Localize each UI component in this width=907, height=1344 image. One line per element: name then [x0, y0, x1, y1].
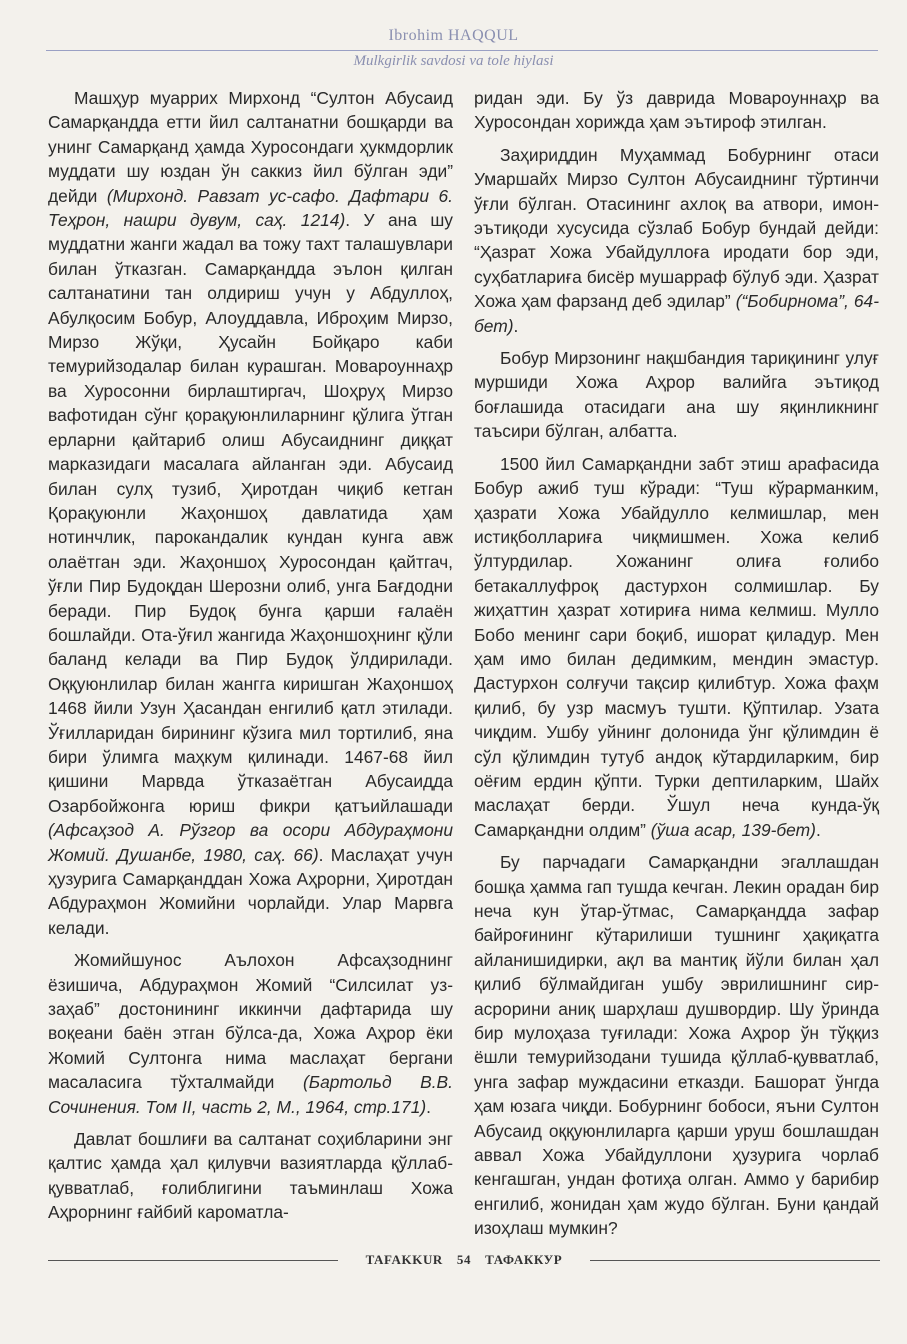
- journal-name-cyrillic: ТАФАККУР: [485, 1252, 563, 1267]
- left-paragraph-2: Жомийшунос Аълохон Афсаҳзоднинг ёзишича, Абдураҳмон Жомий “Силсилат уз-заҳаб” достонининг иккинчи дафтарида шу воқеани баён этган бўлса-да, Хожа Аҳрор ёки Жомий Султонга нима маслаҳат бергани масаласига тўхталмайди (Бартольд В.В. Сочинения. Том II, часть 2, М., 1964, стр.171).: [48, 950, 453, 1117]
- left-paragraph-3: Давлат бошлиғи ва салтанат соҳибларини энг қалтис ҳамда ҳал қилувчи вазиятларда қўллаб-қувватлаб, ғолиблигини таъминлаш Хожа Аҳрорнинг ғайбий кароматла-: [48, 1129, 453, 1223]
- right-column: [474, 86, 879, 1241]
- footer-rule-left: [48, 1260, 338, 1261]
- right-paragraph-1: ридан эди. Бу ўз даврида Мовароуннаҳр ва Хуросондан хорижда ҳам эътироф этилган.: [474, 88, 879, 133]
- journal-name-latin: TAFAKKUR: [365, 1252, 443, 1267]
- header-divider: [46, 50, 878, 51]
- page-footer: [0, 1250, 907, 1270]
- citation: (“Бобирнома”, 64-бет): [474, 291, 879, 336]
- header-author: Ibrohim HAQQUL: [388, 27, 519, 44]
- citation: (Бартольд В.В. Сочинения. Том II, часть 2, М., 1964, стр.171): [48, 1072, 453, 1117]
- footer-label: [340, 1250, 588, 1270]
- right-paragraph-2: Заҳириддин Муҳаммад Бобурнинг отаси Умаршайх Мирзо Султон Абусаиднинг тўртинчи ўғли бўлган. Отасининг ахлоқ ва атвори, имон-эътиқоди хусусида сўзлаб Бобур бундай дейди: “Ҳазрат Хожа Убайдуллоға иродати бор эди, суҳбатлариға бисёр мушарраф бўлуб эди. Ҳазрат Хожа ҳам фарзанд деб эдилар” (“Бобирнома”, 64-бет).: [474, 144, 879, 336]
- right-paragraph-5: Бу парчадаги Самарқандни эгаллашдан бошқа ҳамма гап тушда кечган. Лекин орадан бир неча кун ўтар-ўтмас, Самарқандда зафар байроғининг кўтарилиши тушнинг ҳақиқатга айланишидирки, ақл ва мантиқ йўли билан ҳал қилиб бўлмайдиган ушбу эврилишнинг сир-асрорини аниқ шарҳлаш душвордир. Шу ўринда бир мулоҳаза туғилади: Хожа Аҳрор ўн тўққиз ёшли темурийзодани тушида қўллаб-қувватлаб, унга зафар муждасини етказди. Башорат ўнгда ҳам юзага чиқди. Бобурнинг бобоси, яъни Султон Абусаид оққуюнлиларга қарши уруш бошлашдан аввал Хожа Убайдуллони ҳузурига чорлаб кенгашган, ундан фотиҳа олган. Аммо у барибир енгилиб, жонидан ҳам жудо бўлган. Буни қандай изоҳлаш мумкин?: [474, 852, 879, 1239]
- header-subtitle: Mulkgirlik savdosi va tole hiylasi: [353, 53, 554, 69]
- footer-rule-right: [590, 1260, 880, 1261]
- citation: (Афсаҳзод А. Рўзгор ва осори Абдураҳмони Жомий. Душанбе, 1980, саҳ. 66): [48, 820, 453, 865]
- page-number: 54: [456, 1252, 472, 1267]
- running-header: [0, 26, 907, 46]
- right-paragraph-3: Бобур Мирзонинг нақшбандия тариқининг улуғ муршиди Хожа Аҳрор валийга эътиқод боғлашида отасидаги ана шу яқинликнинг таъсири бўлган, албатта.: [474, 348, 879, 442]
- right-paragraph-4: 1500 йил Самарқандни забт этиш арафасида Бобур ажиб туш кўради: “Туш кўрарманким, ҳазрати Хожа Убайдулло келмишлар, мен истиқболлариға чиқмишмен. Хожа келиб ўлтурдилар. Хожанинг олиға ғолибо бетакаллуфроқ дастурхон солмишлар. Бу жиҳаттин ҳазрат хотириға нима келмиш. Мулло Бобо менинг сари боқиб, ишорат қиладур. Мен ҳам имо билан дедимким, мендин эмастур. Дастурхон солғучи тақсир қилибтур. Хожа фаҳм қилиб, бу узр масмуъ тушти. Қўптилар. Узата чиқдим. Ушбу уйнинг долонида ўнг қўлимдин ё сўл қўлимдин тутуб андоқ кўтардиларким, бир оёғим ердин қўпти. Турки дептиларким, Шайх маслаҳат берди. Ўшул неча кунда-ўқ Самарқандни олдим” (ўша асар, 139-бет).: [474, 453, 879, 840]
- left-column: [48, 86, 453, 1225]
- citation: (Мирхонд. Равзат ус-сафо. Дафтари 6. Теҳрон, нашри дувум, саҳ. 1214): [48, 185, 453, 231]
- left-paragraph-1: Машҳур муаррих Мирхонд “Султон Абусаид Самарқандда етти йил салтанатни бошқарди ва унинг Самарқанд ҳамда Хуросондаги ҳукмдорлик муддати шу юздан ўн саккиз йил бўлган эди” дейди (Мирхонд. Равзат ус-сафо. Дафтари 6. Теҳрон, нашри дувум, саҳ. 1214). У ана шу муддатни жанги жадал ва тожу тахт талашувлари билан ўтказган. Самарқандда эълон қилган салтанатини тан олдириш учун у Абдуллоҳ, Абулқосим Бобур, Алоуддавла, Иброҳим Мирзо, Мирзо Жўқи, Ҳусайн Бойқаро каби темурийзодалар билан курашган. Мовароуннаҳр ва Хуросонни бирлаштиргач, Шоҳруҳ Мирзо вафотидан сўнг қорақуюнлиларнинг қўлига ўтган ерларни қайтариб олиш Абусаиднинг диққат марказидаги масалага айланган эди. Абусаид билан сулҳ тузиб, Ҳиротдан чиқиб кетган Қорақуюнли Жаҳоншоҳ давлатида ҳам нотинчлик, парокандалик кундан кунга авж олаётган эди. Жаҳоншоҳ Хуросондан қайтгач, ўғли Пир Будоқдан Шерозни олиб, унга Бағдодни беради. Пир Будоқ бунга қарши ғалаён бошлайди. Ота-ўғил жангида Жаҳоншоҳнинг қўли баланд келади ва Пир Будоқ ўлдирилади. Оққуюнлилар билан жангга киришган Жаҳоншоҳ 1468 йили Узун Ҳасандан енгилиб қатл этилади. Ўғилларидан бирининг кўзига мил тортилиб, яна бири ўлимга маҳкум қилинади. 1467-68 йил қишини Марвда ўтказаётган Абусаидда Озарбойжонга юриш фикри қатъийлашади (Афсаҳзод А. Рўзгор ва осори Абдураҳмони Жомий. Душанбе, 1980, саҳ. 66). Маслаҳат учун ҳузурига Самарқанддан Хожа Аҳрорни, Ҳиротдан Абдураҳмон Жомийни чорлайди. Улар Марвга келади.: [48, 88, 453, 938]
- citation: (ўша асар, 139-бет): [650, 819, 816, 840]
